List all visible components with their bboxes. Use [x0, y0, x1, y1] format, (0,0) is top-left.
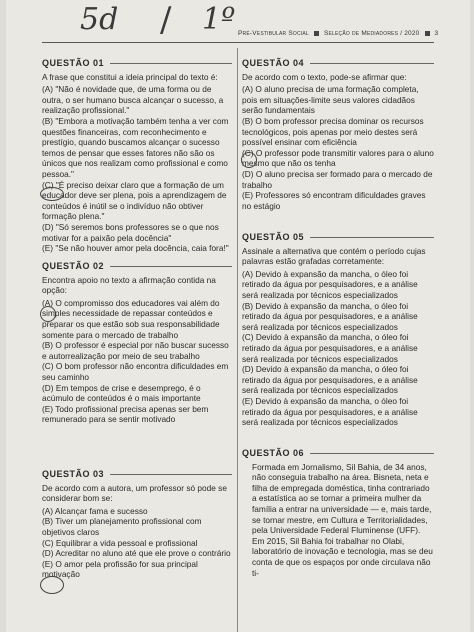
- option-a[interactable]: (A) Alcançar fama e sucesso: [42, 505, 148, 516]
- question-title: QUESTÃO 06: [242, 448, 434, 459]
- question-title: QUESTÃO 02: [42, 261, 232, 272]
- question-title: QUESTÃO 01: [42, 58, 232, 69]
- header-chapter: Seleção de Mediadores / 2020: [323, 30, 420, 37]
- option-a[interactable]: (A) "Não é novidade que, de uma forma ou de outra, o ser humano busca alcançar o sucesso, a realização profissional.": [42, 84, 224, 116]
- option-e[interactable]: (E) Todo profissional precisa apenas ser bem remunerado para se sentir motivado: [42, 403, 209, 425]
- option-b[interactable]: (B) Tiver um planejamento profissional com objetivos claros: [42, 516, 202, 537]
- option-b[interactable]: (B) O professor é especial por não buscar sucesso e autorrealização por meio de seu trabalho: [42, 340, 229, 361]
- option-e[interactable]: (E) O amor pela profissão for sua principal motivação: [42, 558, 198, 580]
- square-bullet-icon: [425, 31, 430, 36]
- question-05: [242, 232, 434, 428]
- option-a[interactable]: (A) O compromisso dos educadores vai além do simples necessidade de repassar conteúdos e preparar os que estão sob sua responsabilidade somente para o mercado de trabalho: [42, 297, 220, 340]
- option-c[interactable]: (C) O bom professor não encontra dificuldades em seu caminho: [42, 361, 229, 382]
- square-bullet-icon: [314, 31, 319, 36]
- question-title: QUESTÃO 04: [242, 58, 434, 69]
- option-e[interactable]: (E) "Se não houver amor pela docência, caia fora!": [42, 243, 229, 254]
- question-stem: De acordo com o texto, pode-se afirmar que:: [242, 71, 407, 82]
- option-d[interactable]: (D) Em tempos de crise e desemprego, é o acúmulo de conteúdos é o mais importante: [42, 382, 201, 404]
- handwritten-note-right: 1º: [202, 2, 236, 37]
- exam-page: [6, 0, 470, 632]
- question-stem: Encontra apoio no texto a afirmação contida na opção:: [42, 274, 216, 296]
- option-d[interactable]: (D) O aluno precisa ser formado para o mercado de trabalho: [242, 168, 433, 190]
- answer-mark-q2: [40, 306, 56, 322]
- handwritten-note-left: 5d: [80, 2, 119, 37]
- page-number: 3: [434, 30, 439, 37]
- option-c[interactable]: (C) O professor pode transmitir valores para o aluno mesmo que não os tenha: [242, 147, 434, 169]
- option-c[interactable]: (C) Devido à expansão da mancha, o óleo foi retirado da água por pesquisadores, e a análise será realizada por técnicos especializados: [242, 332, 418, 364]
- option-e[interactable]: (E) Devido à expansão da mancha, o óleo foi retirado da água por pesquisadores, e a análise será realizada por técnicos especializados: [242, 395, 418, 428]
- answer-mark-q4: [241, 152, 257, 168]
- question-stem: De acordo com a autora, um professor só pode se considerar bom se:: [42, 482, 227, 504]
- option-e[interactable]: (E) Professores só encontram dificuldades graves no estágio: [242, 190, 426, 211]
- option-b[interactable]: (B) Devido à expansão da mancha, o óleo foi retirado da água por pesquisadores, e a análise será realizada por técnicos especializados: [242, 300, 418, 332]
- question-stem: Assinale a alternativa que contém o período cujas palavras estão grafadas corretamente:: [242, 245, 426, 267]
- option-b[interactable]: (B) O bom professor precisa dominar os recursos tecnológicos, pois apenas por meio destes será possível ensinar com eficiência: [242, 115, 424, 148]
- option-a[interactable]: (A) Devido à expansão da mancha, o óleo foi retirado da água por pesquisadores, e a análise será realizada por técnicos especializados: [242, 268, 418, 300]
- option-d[interactable]: (D) Acreditar no aluno até que ele prove o contrário: [42, 548, 231, 559]
- question-06: [242, 448, 434, 580]
- option-d[interactable]: (D) Devido à expansão da mancha, o óleo foi retirado da água por pesquisadores, e a análise será realizada por técnicos especializados: [242, 364, 418, 396]
- header-series: Pré-Vestibular Social: [238, 30, 309, 37]
- page-header: [238, 30, 470, 37]
- question-03: [42, 469, 232, 580]
- answer-mark-q3: [40, 576, 64, 594]
- option-d[interactable]: (D) "Só seremos bons professores se o que nos motivar for a paixão pela docência": [42, 221, 219, 243]
- question-title: QUESTÃO 03: [42, 469, 232, 480]
- question-stem: A frase que constitui a ideia principal do texto é:: [42, 71, 218, 82]
- question-01: [42, 58, 232, 254]
- option-c[interactable]: (C) "É preciso deixar claro que a formação de um educador deve ser plena, pois a aprendizagem de conteúdos é inútil se o indivíduo não obtiver formação plena.": [42, 179, 227, 222]
- header-rule: [42, 42, 434, 43]
- option-c[interactable]: (C) Equilibrar a vida pessoal e profissional: [42, 537, 198, 548]
- question-title: QUESTÃO 05: [242, 232, 434, 243]
- question-text: Formada em Jornalismo, Sil Bahia, de 34 anos, não conseguia trabalho na área. Bisneta, neta e filha de empregada doméstica, tinha contrariado a estatística ao se tornar a primeira mulher da família a entrar na universidade — e, mais tarde, se tornar mestre, em Cultura e Territorialidades, pela Universidade Federal Fluminense (UFF). Em 2015, Sil Bahia foi trabalhar no Olabi, laboratório de inovação e tecnologia, mas se deu conta de que os espaços por onde circulava não ti-: [252, 461, 433, 578]
- option-b[interactable]: (B) "Embora a motivação também tenha a ver com questões financeiras, com reconhecimento e prestígio, quando buscamos alcançar o sucesso temos de pensar que esses fatores não são os únicos que nos realizam como profissional e como pessoa.": [42, 115, 229, 179]
- column-divider: [237, 48, 238, 632]
- question-02: [42, 261, 232, 425]
- question-04: [242, 58, 434, 211]
- answer-mark-q1: [40, 187, 64, 201]
- handwritten-slash: /: [160, 0, 172, 40]
- option-a[interactable]: (A) O aluno precisa de uma formação completa, pois em situações-limite seus valores cidadãos serão fundamentais: [242, 84, 419, 116]
